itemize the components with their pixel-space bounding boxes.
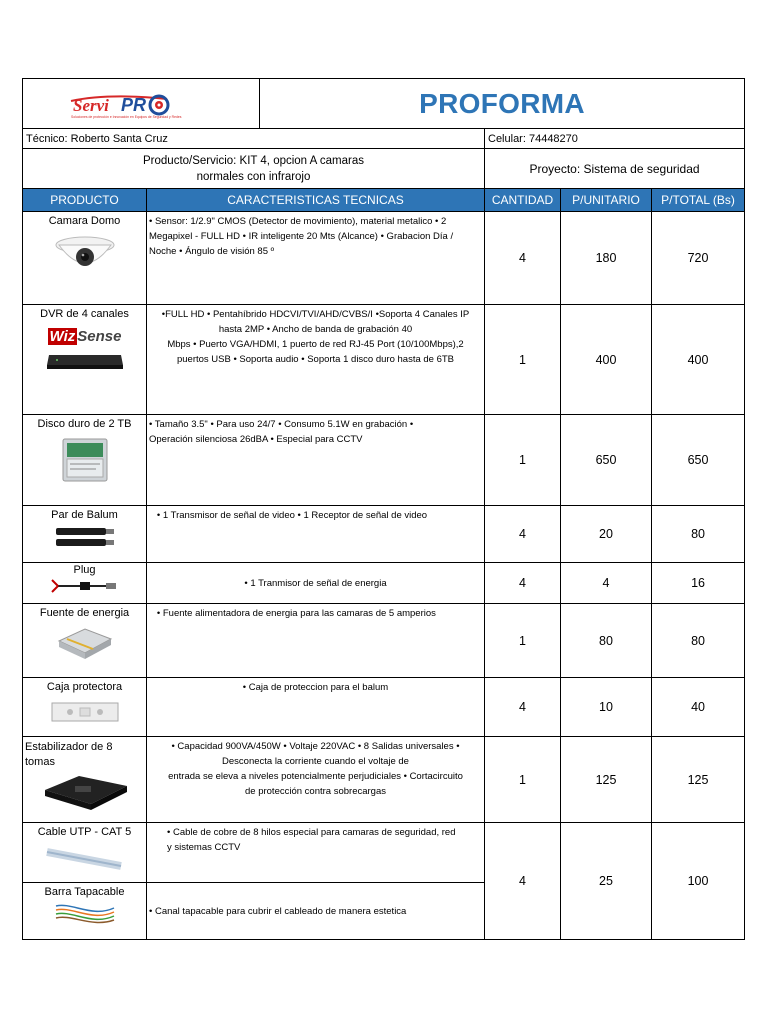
- unit-price-cell: 20: [561, 506, 652, 563]
- table-header: [23, 189, 745, 212]
- feature-line: Operación silenciosa 26dBA • Especial para CCTV: [149, 434, 363, 445]
- product-name: DVR de 4 canales: [40, 308, 129, 320]
- feature-line: Desconecta la corriente cuando el voltaje de: [222, 756, 409, 767]
- col-producto: PRODUCTO: [23, 189, 147, 212]
- feature-line: puertos USB • Soporta audio • Soporta 1 disco duro hasta de 6TB: [176, 354, 455, 365]
- unit-price-cell: 400: [561, 305, 652, 415]
- product-name: Disco duro de 2 TB: [37, 418, 132, 430]
- cable-bar-icon: [52, 900, 118, 926]
- svg-text:Soluciones de protección e Inn: Soluciones de protección e Innovación en Equipos de Seguridad y Redes: [71, 115, 182, 119]
- stabilizer-icon: [39, 772, 131, 810]
- utp-cable-icon: [45, 844, 125, 870]
- qty-cell: 4: [485, 212, 561, 305]
- table-row: [23, 415, 745, 506]
- features-cell: [147, 604, 485, 678]
- col-caracteristicas: CARACTERISTICAS TECNICAS: [147, 189, 485, 212]
- proforma-table: [22, 78, 745, 940]
- svg-text:PR: PR: [121, 95, 147, 115]
- unit-price-cell: 80: [561, 604, 652, 678]
- qty-cell: 1: [485, 737, 561, 823]
- feature-line: Noche • Ángulo de visión 85 º: [149, 246, 275, 257]
- feature-line: entrada se eleva a niveles potencialmente perjudiciales • Cortacircuito: [168, 771, 463, 782]
- table-row: [23, 212, 745, 305]
- unit-price-cell: 125: [561, 737, 652, 823]
- qty-cell: 1: [485, 604, 561, 678]
- qty-cell: 4: [485, 506, 561, 563]
- qty-cell: 1: [485, 415, 561, 506]
- proforma-sheet: [22, 78, 744, 943]
- dvr-icon: [45, 349, 125, 371]
- celular-label: Celular: 74448270: [485, 129, 745, 149]
- table-row: [23, 823, 745, 883]
- power-supply-icon: [55, 625, 115, 659]
- plug-icon: [50, 576, 120, 596]
- product-name: Par de Balum: [51, 509, 118, 521]
- logo-cell: [23, 79, 260, 129]
- proyecto-label: Proyecto: Sistema de seguridad: [485, 149, 745, 189]
- dome-camera-icon: [53, 233, 117, 275]
- producto-line-1: Producto/Servicio: KIT 4, opcion A camaras: [143, 154, 364, 167]
- feature-line: • Tamaño 3.5" • Para uso 24/7 • Consumo 5.1W en grabación •: [149, 419, 414, 430]
- feature-line: • Cable de cobre de 8 hilos especial para camaras de seguridad, red: [167, 827, 456, 838]
- protective-box-icon: [50, 699, 120, 723]
- total-price-cell: 16: [652, 563, 745, 604]
- product-name: Barra Tapacable: [44, 886, 125, 898]
- features-cell: [147, 737, 485, 823]
- unit-price-cell: 10: [561, 678, 652, 737]
- qty-cell: 4: [485, 678, 561, 737]
- features-cell: [147, 305, 485, 415]
- qty-cell: 1: [485, 305, 561, 415]
- product-name: Estabilizador de 8 tomas: [25, 741, 113, 768]
- feature-line: Megapixel - FULL HD • IR inteligente 20 Mts (Alcance) • Grabacion Día /: [149, 231, 454, 242]
- hard-drive-icon: [60, 436, 110, 484]
- features-cell: [147, 563, 485, 604]
- features-cell: [147, 823, 485, 883]
- product-cell: [23, 563, 147, 604]
- balun-icon: [52, 525, 118, 549]
- col-unitario: P/UNITARIO: [561, 189, 652, 212]
- feature-line: hasta 2MP • Ancho de banda de grabación 40: [218, 324, 413, 335]
- feature-line: • 1 Transmisor de señal de video • 1 Receptor de señal de video: [149, 510, 428, 521]
- wizsense-brand: Wiz Sense: [49, 328, 122, 345]
- unit-price-cell: 180: [561, 212, 652, 305]
- total-price-cell: 40: [652, 678, 745, 737]
- product-cell: [23, 305, 147, 415]
- servipro-logo: [69, 87, 209, 123]
- product-cell: [23, 212, 147, 305]
- svg-text:Servi: Servi: [73, 96, 109, 115]
- product-name: Camara Domo: [48, 215, 121, 227]
- product-cell: [23, 415, 147, 506]
- features-cell: [147, 506, 485, 563]
- producto-servicio: [23, 149, 485, 189]
- page-title: PROFORMA: [260, 79, 745, 129]
- qty-cell: 4: [485, 563, 561, 604]
- col-total: P/TOTAL (Bs): [652, 189, 745, 212]
- unit-price-cell: 25: [561, 823, 652, 940]
- product-cell: [23, 823, 147, 883]
- total-price-cell: 125: [652, 737, 745, 823]
- feature-line: • Fuente alimentadora de energia para las camaras de 5 amperios: [149, 608, 436, 619]
- table-row: [23, 737, 745, 823]
- feature-line: Mbps • Puerto VGA/HDMI, 1 puerto de red RJ-45 Port (10/100Mbps),2: [167, 339, 464, 350]
- product-cell: [23, 604, 147, 678]
- tecnico-label: Técnico: Roberto Santa Cruz: [23, 129, 485, 149]
- feature-line: • Sensor: 1/2.9" CMOS (Detector de movimiento), material metalico • 2: [149, 216, 447, 227]
- product-cell: [23, 506, 147, 563]
- product-cell: [23, 678, 147, 737]
- brand-sense: Sense: [77, 328, 122, 345]
- feature-line: • 1 Tranmisor de señal de energia: [244, 577, 387, 589]
- unit-price-cell: 4: [561, 563, 652, 604]
- total-price-cell: 400: [652, 305, 745, 415]
- producto-line-2: normales con infrarojo: [196, 170, 311, 183]
- table-row: [23, 604, 745, 678]
- qty-cell: 4: [485, 823, 561, 940]
- features-cell: [147, 678, 485, 737]
- unit-price-cell: 650: [561, 415, 652, 506]
- total-price-cell: 650: [652, 415, 745, 506]
- table-row: [23, 678, 745, 737]
- product-name: Fuente de energia: [39, 607, 130, 619]
- feature-line: de protección contra sobrecargas: [245, 786, 386, 797]
- col-cantidad: CANTIDAD: [485, 189, 561, 212]
- product-name: Plug: [73, 564, 96, 576]
- features-cell: [147, 883, 485, 940]
- total-price-cell: 100: [652, 823, 745, 940]
- total-price-cell: 720: [652, 212, 745, 305]
- total-price-cell: 80: [652, 506, 745, 563]
- table-row: [23, 506, 745, 563]
- features-cell: [147, 415, 485, 506]
- features-cell: [147, 212, 485, 305]
- product-cell: [23, 737, 147, 823]
- feature-line: • Canal tapacable para cubrir el cableado de manera estetica: [149, 905, 407, 917]
- feature-line: • Capacidad 900VA/450W • Voltaje 220VAC • 8 Salidas universales •: [171, 741, 460, 752]
- feature-line: y sistemas CCTV: [167, 842, 241, 853]
- product-name: Caja protectora: [46, 681, 123, 693]
- table-row: [23, 563, 745, 604]
- product-name: Cable UTP - CAT 5: [37, 826, 132, 838]
- feature-line: •FULL HD • Pentahíbrido HDCVI/TVI/AHD/CVBS/I •Soporta 4 Canales IP: [161, 309, 470, 320]
- product-cell: [23, 883, 147, 940]
- total-price-cell: 80: [652, 604, 745, 678]
- table-row: [23, 305, 745, 415]
- feature-line: • Caja de proteccion para el balum: [242, 682, 389, 693]
